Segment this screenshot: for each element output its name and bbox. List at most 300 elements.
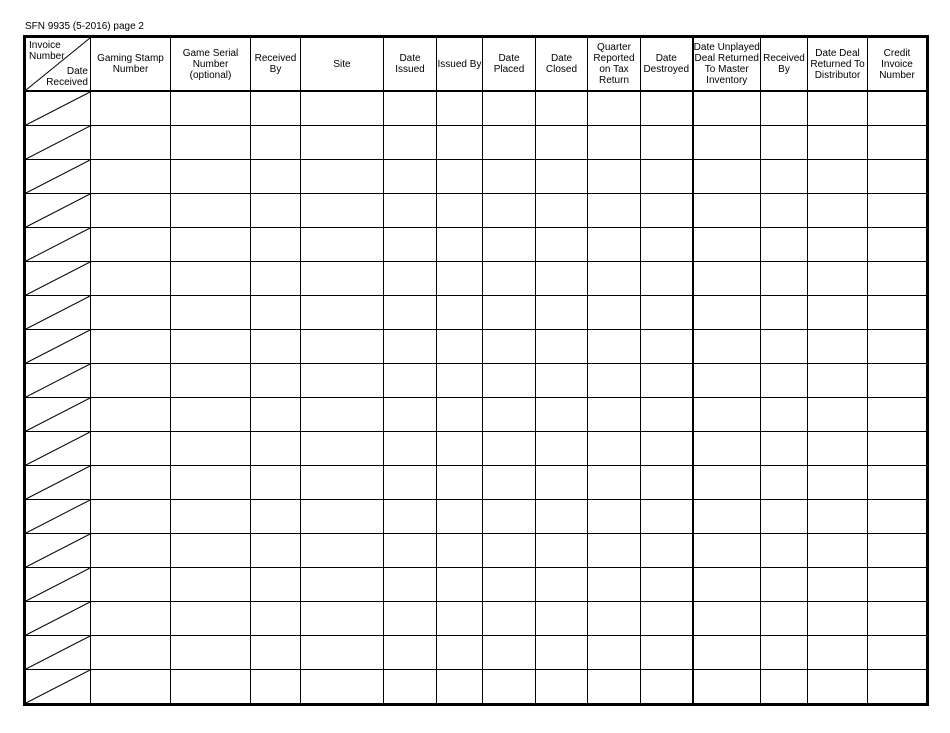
- credit-invoice-number-cell[interactable]: [868, 330, 928, 364]
- invoice-date-cell[interactable]: [25, 126, 91, 160]
- date-closed-cell[interactable]: [536, 296, 588, 330]
- gaming-stamp-number-cell[interactable]: [91, 194, 171, 228]
- date-destroyed-cell[interactable]: [641, 602, 693, 636]
- received-by-cell[interactable]: [251, 568, 301, 602]
- received-by-2-cell[interactable]: [761, 568, 808, 602]
- date-deal-returned-cell[interactable]: [808, 194, 868, 228]
- received-by-2-cell[interactable]: [761, 296, 808, 330]
- invoice-date-cell[interactable]: [25, 91, 91, 126]
- date-unplayed-returned-cell[interactable]: [693, 194, 761, 228]
- date-destroyed-cell[interactable]: [641, 670, 693, 705]
- credit-invoice-number-cell[interactable]: [868, 466, 928, 500]
- credit-invoice-number-cell[interactable]: [868, 228, 928, 262]
- date-placed-cell[interactable]: [483, 91, 536, 126]
- site-cell[interactable]: [301, 500, 384, 534]
- date-deal-returned-cell[interactable]: [808, 91, 868, 126]
- game-serial-number-cell[interactable]: [171, 670, 251, 705]
- game-serial-number-cell[interactable]: [171, 398, 251, 432]
- date-destroyed-cell[interactable]: [641, 228, 693, 262]
- date-destroyed-cell[interactable]: [641, 500, 693, 534]
- received-by-cell[interactable]: [251, 670, 301, 705]
- game-serial-number-cell[interactable]: [171, 262, 251, 296]
- issued-by-cell[interactable]: [437, 126, 483, 160]
- credit-invoice-number-cell[interactable]: [868, 160, 928, 194]
- quarter-reported-cell[interactable]: [588, 194, 641, 228]
- date-deal-returned-cell[interactable]: [808, 432, 868, 466]
- date-deal-returned-cell[interactable]: [808, 636, 868, 670]
- date-closed-cell[interactable]: [536, 126, 588, 160]
- credit-invoice-number-cell[interactable]: [868, 636, 928, 670]
- date-closed-cell[interactable]: [536, 466, 588, 500]
- date-issued-cell[interactable]: [384, 126, 437, 160]
- received-by-2-cell[interactable]: [761, 602, 808, 636]
- site-cell[interactable]: [301, 398, 384, 432]
- issued-by-cell[interactable]: [437, 91, 483, 126]
- issued-by-cell[interactable]: [437, 466, 483, 500]
- issued-by-cell[interactable]: [437, 364, 483, 398]
- quarter-reported-cell[interactable]: [588, 228, 641, 262]
- date-destroyed-cell[interactable]: [641, 262, 693, 296]
- diagonal-divider: [26, 636, 90, 669]
- header-received-by-2: Received By: [761, 37, 808, 92]
- date-placed-cell[interactable]: [483, 636, 536, 670]
- site-cell[interactable]: [301, 160, 384, 194]
- gaming-stamp-number-cell[interactable]: [91, 398, 171, 432]
- credit-invoice-number-cell[interactable]: [868, 262, 928, 296]
- date-placed-cell[interactable]: [483, 194, 536, 228]
- game-serial-number-cell[interactable]: [171, 91, 251, 126]
- date-issued-cell[interactable]: [384, 602, 437, 636]
- received-by-cell[interactable]: [251, 296, 301, 330]
- invoice-date-cell[interactable]: [25, 364, 91, 398]
- credit-invoice-number-cell[interactable]: [868, 126, 928, 160]
- received-by-cell[interactable]: [251, 500, 301, 534]
- table-row: [25, 602, 928, 636]
- quarter-reported-cell[interactable]: [588, 568, 641, 602]
- received-by-2-cell[interactable]: [761, 670, 808, 705]
- date-deal-returned-cell[interactable]: [808, 398, 868, 432]
- date-unplayed-returned-cell[interactable]: [693, 670, 761, 705]
- invoice-date-cell[interactable]: [25, 432, 91, 466]
- header-date-closed: Date Closed: [536, 37, 588, 92]
- date-deal-returned-cell[interactable]: [808, 670, 868, 705]
- gaming-stamp-number-cell[interactable]: [91, 602, 171, 636]
- credit-invoice-number-cell[interactable]: [868, 670, 928, 705]
- date-closed-cell[interactable]: [536, 91, 588, 126]
- game-serial-number-cell[interactable]: [171, 534, 251, 568]
- table-row: [25, 636, 928, 670]
- issued-by-cell[interactable]: [437, 228, 483, 262]
- received-by-cell[interactable]: [251, 602, 301, 636]
- diagonal-divider: [26, 364, 90, 397]
- diagonal-divider: [26, 126, 90, 159]
- game-serial-number-cell[interactable]: [171, 636, 251, 670]
- date-placed-cell[interactable]: [483, 670, 536, 705]
- date-unplayed-returned-cell[interactable]: [693, 636, 761, 670]
- issued-by-cell[interactable]: [437, 432, 483, 466]
- date-placed-cell[interactable]: [483, 228, 536, 262]
- diagonal-divider: [26, 194, 90, 227]
- date-closed-cell[interactable]: [536, 160, 588, 194]
- invoice-date-cell[interactable]: [25, 602, 91, 636]
- date-placed-cell[interactable]: [483, 534, 536, 568]
- quarter-reported-cell[interactable]: [588, 160, 641, 194]
- site-cell[interactable]: [301, 534, 384, 568]
- date-closed-cell[interactable]: [536, 670, 588, 705]
- received-by-cell[interactable]: [251, 194, 301, 228]
- date-deal-returned-cell[interactable]: [808, 500, 868, 534]
- invoice-date-cell[interactable]: [25, 534, 91, 568]
- date-destroyed-cell[interactable]: [641, 194, 693, 228]
- credit-invoice-number-cell[interactable]: [868, 568, 928, 602]
- date-issued-cell[interactable]: [384, 636, 437, 670]
- received-by-2-cell[interactable]: [761, 228, 808, 262]
- date-issued-cell[interactable]: [384, 534, 437, 568]
- received-by-2-cell[interactable]: [761, 194, 808, 228]
- invoice-date-cell[interactable]: [25, 670, 91, 705]
- quarter-reported-cell[interactable]: [588, 398, 641, 432]
- date-issued-cell[interactable]: [384, 398, 437, 432]
- date-unplayed-returned-cell[interactable]: [693, 228, 761, 262]
- site-cell[interactable]: [301, 126, 384, 160]
- date-issued-cell[interactable]: [384, 466, 437, 500]
- date-deal-returned-cell[interactable]: [808, 466, 868, 500]
- site-cell[interactable]: [301, 636, 384, 670]
- site-cell[interactable]: [301, 194, 384, 228]
- date-destroyed-cell[interactable]: [641, 398, 693, 432]
- issued-by-cell[interactable]: [437, 330, 483, 364]
- date-destroyed-cell[interactable]: [641, 160, 693, 194]
- date-closed-cell[interactable]: [536, 364, 588, 398]
- date-issued-cell[interactable]: [384, 91, 437, 126]
- diagonal-divider: [26, 228, 90, 261]
- date-unplayed-returned-cell[interactable]: [693, 432, 761, 466]
- date-placed-cell[interactable]: [483, 466, 536, 500]
- received-by-2-cell[interactable]: [761, 160, 808, 194]
- date-placed-cell[interactable]: [483, 568, 536, 602]
- received-by-cell[interactable]: [251, 432, 301, 466]
- quarter-reported-cell[interactable]: [588, 500, 641, 534]
- date-closed-cell[interactable]: [536, 432, 588, 466]
- site-cell[interactable]: [301, 296, 384, 330]
- date-destroyed-cell[interactable]: [641, 432, 693, 466]
- site-cell[interactable]: [301, 330, 384, 364]
- gaming-stamp-number-cell[interactable]: [91, 636, 171, 670]
- received-by-2-cell[interactable]: [761, 534, 808, 568]
- date-unplayed-returned-cell[interactable]: [693, 364, 761, 398]
- quarter-reported-cell[interactable]: [588, 602, 641, 636]
- invoice-date-cell[interactable]: [25, 262, 91, 296]
- date-issued-cell[interactable]: [384, 500, 437, 534]
- received-by-2-cell[interactable]: [761, 398, 808, 432]
- date-placed-cell[interactable]: [483, 432, 536, 466]
- received-by-cell[interactable]: [251, 160, 301, 194]
- date-destroyed-cell[interactable]: [641, 636, 693, 670]
- date-issued-cell[interactable]: [384, 160, 437, 194]
- diagonal-divider: [26, 398, 90, 431]
- received-by-cell[interactable]: [251, 534, 301, 568]
- date-unplayed-returned-cell[interactable]: [693, 262, 761, 296]
- game-serial-number-cell[interactable]: [171, 296, 251, 330]
- received-by-cell[interactable]: [251, 364, 301, 398]
- received-by-2-cell[interactable]: [761, 636, 808, 670]
- date-deal-returned-cell[interactable]: [808, 262, 868, 296]
- date-issued-cell[interactable]: [384, 670, 437, 705]
- issued-by-cell[interactable]: [437, 670, 483, 705]
- quarter-reported-cell[interactable]: [588, 670, 641, 705]
- gaming-stamp-number-cell[interactable]: [91, 160, 171, 194]
- date-unplayed-returned-cell[interactable]: [693, 398, 761, 432]
- form-id: SFN 9935 (5-2016) page 2: [25, 21, 144, 32]
- diagonal-divider: [26, 330, 90, 363]
- diagonal-divider: [26, 262, 90, 295]
- gaming-stamp-number-cell[interactable]: [91, 91, 171, 126]
- gaming-stamp-number-cell[interactable]: [91, 330, 171, 364]
- quarter-reported-cell[interactable]: [588, 126, 641, 160]
- header-gaming-stamp-number: Gaming Stamp Number: [91, 37, 171, 92]
- site-cell[interactable]: [301, 670, 384, 705]
- date-unplayed-returned-cell[interactable]: [693, 296, 761, 330]
- credit-invoice-number-cell[interactable]: [868, 602, 928, 636]
- date-issued-cell[interactable]: [384, 330, 437, 364]
- quarter-reported-cell[interactable]: [588, 262, 641, 296]
- received-by-cell[interactable]: [251, 398, 301, 432]
- date-unplayed-returned-cell[interactable]: [693, 568, 761, 602]
- invoice-date-cell[interactable]: [25, 636, 91, 670]
- invoice-date-cell[interactable]: [25, 228, 91, 262]
- date-closed-cell[interactable]: [536, 636, 588, 670]
- issued-by-cell[interactable]: [437, 568, 483, 602]
- header-received-by: Received By: [251, 37, 301, 92]
- gaming-stamp-number-cell[interactable]: [91, 534, 171, 568]
- quarter-reported-cell[interactable]: [588, 91, 641, 126]
- header-quarter-reported: Quarter Reported on Tax Return: [588, 37, 641, 92]
- diagonal-divider: [26, 500, 90, 533]
- gaming-stamp-number-cell[interactable]: [91, 296, 171, 330]
- date-issued-cell[interactable]: [384, 296, 437, 330]
- received-by-cell[interactable]: [251, 228, 301, 262]
- game-serial-number-cell[interactable]: [171, 364, 251, 398]
- invoice-date-cell[interactable]: [25, 194, 91, 228]
- date-placed-cell[interactable]: [483, 160, 536, 194]
- credit-invoice-number-cell[interactable]: [868, 91, 928, 126]
- date-placed-cell[interactable]: [483, 364, 536, 398]
- received-by-cell[interactable]: [251, 466, 301, 500]
- credit-invoice-number-cell[interactable]: [868, 398, 928, 432]
- game-serial-number-cell[interactable]: [171, 602, 251, 636]
- game-serial-number-cell[interactable]: [171, 160, 251, 194]
- site-cell[interactable]: [301, 228, 384, 262]
- credit-invoice-number-cell[interactable]: [868, 296, 928, 330]
- received-by-cell[interactable]: [251, 126, 301, 160]
- gaming-stamp-number-cell[interactable]: [91, 432, 171, 466]
- game-serial-number-cell[interactable]: [171, 228, 251, 262]
- gaming-stamp-number-cell[interactable]: [91, 262, 171, 296]
- game-serial-number-cell[interactable]: [171, 500, 251, 534]
- game-serial-number-cell[interactable]: [171, 126, 251, 160]
- date-destroyed-cell[interactable]: [641, 296, 693, 330]
- received-by-cell[interactable]: [251, 262, 301, 296]
- credit-invoice-number-cell[interactable]: [868, 534, 928, 568]
- site-cell[interactable]: [301, 432, 384, 466]
- date-destroyed-cell[interactable]: [641, 534, 693, 568]
- credit-invoice-number-cell[interactable]: [868, 432, 928, 466]
- date-deal-returned-cell[interactable]: [808, 534, 868, 568]
- table-row: [25, 126, 928, 160]
- credit-invoice-number-cell[interactable]: [868, 194, 928, 228]
- date-destroyed-cell[interactable]: [641, 568, 693, 602]
- received-by-2-cell[interactable]: [761, 500, 808, 534]
- date-closed-cell[interactable]: [536, 194, 588, 228]
- date-placed-cell[interactable]: [483, 602, 536, 636]
- table-row: [25, 534, 928, 568]
- diagonal-divider: [26, 602, 90, 635]
- game-serial-number-cell[interactable]: [171, 432, 251, 466]
- site-cell[interactable]: [301, 602, 384, 636]
- issued-by-cell[interactable]: [437, 534, 483, 568]
- quarter-reported-cell[interactable]: [588, 296, 641, 330]
- site-cell[interactable]: [301, 568, 384, 602]
- game-serial-number-cell[interactable]: [171, 194, 251, 228]
- table-row: [25, 500, 928, 534]
- received-by-cell[interactable]: [251, 330, 301, 364]
- date-deal-returned-cell[interactable]: [808, 296, 868, 330]
- site-cell[interactable]: [301, 466, 384, 500]
- date-deal-returned-cell[interactable]: [808, 160, 868, 194]
- header-date-deal-returned: Date Deal Returned To Distributor: [808, 37, 868, 92]
- date-unplayed-returned-cell[interactable]: [693, 602, 761, 636]
- quarter-reported-cell[interactable]: [588, 466, 641, 500]
- gaming-stamp-number-cell[interactable]: [91, 466, 171, 500]
- received-by-2-cell[interactable]: [761, 364, 808, 398]
- gaming-stamp-number-cell[interactable]: [91, 500, 171, 534]
- gaming-stamp-number-cell[interactable]: [91, 568, 171, 602]
- gaming-stamp-number-cell[interactable]: [91, 364, 171, 398]
- date-closed-cell[interactable]: [536, 534, 588, 568]
- date-issued-cell[interactable]: [384, 262, 437, 296]
- date-closed-cell[interactable]: [536, 262, 588, 296]
- date-deal-returned-cell[interactable]: [808, 330, 868, 364]
- date-closed-cell[interactable]: [536, 330, 588, 364]
- date-unplayed-returned-cell[interactable]: [693, 330, 761, 364]
- header-date-destroyed: Date Destroyed: [641, 37, 693, 92]
- quarter-reported-cell[interactable]: [588, 636, 641, 670]
- date-destroyed-cell[interactable]: [641, 466, 693, 500]
- received-by-2-cell[interactable]: [761, 432, 808, 466]
- quarter-reported-cell[interactable]: [588, 330, 641, 364]
- date-closed-cell[interactable]: [536, 398, 588, 432]
- date-issued-cell[interactable]: [384, 194, 437, 228]
- date-deal-returned-cell[interactable]: [808, 568, 868, 602]
- site-cell[interactable]: [301, 262, 384, 296]
- invoice-date-cell[interactable]: [25, 330, 91, 364]
- date-deal-returned-cell[interactable]: [808, 228, 868, 262]
- diagonal-divider: [26, 432, 90, 465]
- issued-by-cell[interactable]: [437, 602, 483, 636]
- invoice-date-cell[interactable]: [25, 160, 91, 194]
- date-deal-returned-cell[interactable]: [808, 126, 868, 160]
- date-destroyed-cell[interactable]: [641, 364, 693, 398]
- invoice-date-cell[interactable]: [25, 466, 91, 500]
- invoice-date-cell[interactable]: [25, 500, 91, 534]
- date-destroyed-cell[interactable]: [641, 91, 693, 126]
- received-by-2-cell[interactable]: [761, 91, 808, 126]
- issued-by-cell[interactable]: [437, 398, 483, 432]
- header-issued-by: Issued By: [437, 37, 483, 92]
- received-by-2-cell[interactable]: [761, 262, 808, 296]
- date-placed-cell[interactable]: [483, 296, 536, 330]
- received-by-2-cell[interactable]: [761, 330, 808, 364]
- date-unplayed-returned-cell[interactable]: [693, 91, 761, 126]
- diagonal-divider: [26, 670, 90, 703]
- date-unplayed-returned-cell[interactable]: [693, 500, 761, 534]
- date-placed-cell[interactable]: [483, 330, 536, 364]
- date-placed-cell[interactable]: [483, 262, 536, 296]
- issued-by-cell[interactable]: [437, 296, 483, 330]
- quarter-reported-cell[interactable]: [588, 364, 641, 398]
- table-row: [25, 432, 928, 466]
- issued-by-cell[interactable]: [437, 194, 483, 228]
- issued-by-cell[interactable]: [437, 636, 483, 670]
- gaming-stamp-number-cell[interactable]: [91, 126, 171, 160]
- date-closed-cell[interactable]: [536, 500, 588, 534]
- date-issued-cell[interactable]: [384, 364, 437, 398]
- date-unplayed-returned-cell[interactable]: [693, 160, 761, 194]
- date-unplayed-returned-cell[interactable]: [693, 126, 761, 160]
- gaming-stamp-number-cell[interactable]: [91, 670, 171, 705]
- date-issued-cell[interactable]: [384, 228, 437, 262]
- site-cell[interactable]: [301, 91, 384, 126]
- game-serial-number-cell[interactable]: [171, 330, 251, 364]
- received-by-cell[interactable]: [251, 91, 301, 126]
- quarter-reported-cell[interactable]: [588, 432, 641, 466]
- date-closed-cell[interactable]: [536, 602, 588, 636]
- date-deal-returned-cell[interactable]: [808, 364, 868, 398]
- date-closed-cell[interactable]: [536, 568, 588, 602]
- date-issued-cell[interactable]: [384, 568, 437, 602]
- date-deal-returned-cell[interactable]: [808, 602, 868, 636]
- date-issued-cell[interactable]: [384, 432, 437, 466]
- date-placed-cell[interactable]: [483, 500, 536, 534]
- issued-by-cell[interactable]: [437, 500, 483, 534]
- site-cell[interactable]: [301, 364, 384, 398]
- issued-by-cell[interactable]: [437, 262, 483, 296]
- date-placed-cell[interactable]: [483, 126, 536, 160]
- date-unplayed-returned-cell[interactable]: [693, 466, 761, 500]
- date-placed-cell[interactable]: [483, 398, 536, 432]
- date-unplayed-returned-cell[interactable]: [693, 534, 761, 568]
- invoice-date-cell[interactable]: [25, 568, 91, 602]
- received-by-cell[interactable]: [251, 636, 301, 670]
- date-closed-cell[interactable]: [536, 228, 588, 262]
- invoice-date-cell[interactable]: [25, 398, 91, 432]
- received-by-2-cell[interactable]: [761, 466, 808, 500]
- issued-by-cell[interactable]: [437, 160, 483, 194]
- gaming-stamp-number-cell[interactable]: [91, 228, 171, 262]
- date-destroyed-cell[interactable]: [641, 330, 693, 364]
- credit-invoice-number-cell[interactable]: [868, 500, 928, 534]
- header-invoice-date-received: [25, 37, 91, 92]
- game-serial-number-cell[interactable]: [171, 568, 251, 602]
- date-destroyed-cell[interactable]: [641, 126, 693, 160]
- diagonal-divider: [26, 160, 90, 193]
- invoice-date-cell[interactable]: [25, 296, 91, 330]
- quarter-reported-cell[interactable]: [588, 534, 641, 568]
- game-serial-number-cell[interactable]: [171, 466, 251, 500]
- credit-invoice-number-cell[interactable]: [868, 364, 928, 398]
- received-by-2-cell[interactable]: [761, 126, 808, 160]
- table-row: [25, 398, 928, 432]
